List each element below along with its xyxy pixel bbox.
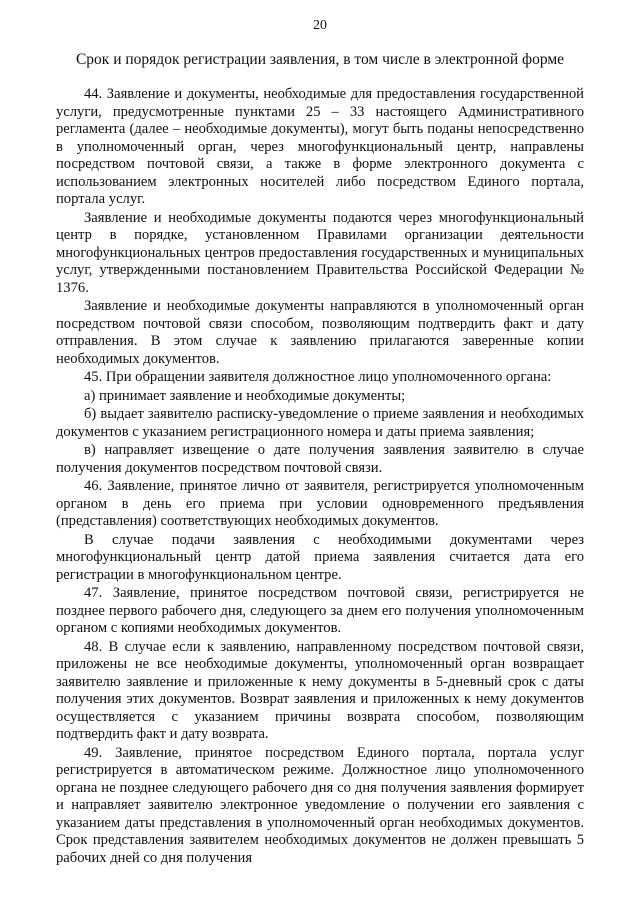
body-text bbox=[56, 86, 584, 868]
paragraph-45-a: а) принимает заявление и необходимые документы; bbox=[84, 387, 406, 404]
paragraph-mfc-submission: Заявление и необходимые документы подаются через многофункциональный центр в порядке, установленном Правилами организации деятельности многофункциональных центров предоставления государственных и муниципальных услуг, утвержденными постановлением Правительства Российской Федерации № 1376. bbox=[56, 209, 584, 296]
paragraph-45: 45. При обращении заявителя должностное лицо уполномоченного органа: bbox=[84, 369, 552, 385]
paragraph-postal-submission: Заявление и необходимые документы направляются в уполномоченный орган посредством почтовой связи способом, позволяющим подтвердить факт и дату отправления. В этом случае к заявлению прилагаются заверенные копии необходимых документов. bbox=[56, 298, 584, 367]
paragraph-45-v: в) направляет извещение о дате получения заявления заявителю в случае получения документов посредством почтовой связи. bbox=[56, 442, 584, 476]
paragraph-48: 48. В случае если к заявлению, направленному посредством почтовой связи, приложены не все необходимые документы, уполномоченный орган возвращает заявителю заявление и приложенные к нему документы в 5-дневный срок с даты получения этих документов. Возврат заявления и приложенных к нему документов осуществляется с указанием причины возврата способом, позволяющим подтвердить факт и дату возврата. bbox=[56, 638, 584, 742]
paragraph-44: 44. Заявление и документы, необходимые для предоставления государственной услуги, предусмотренные пунктами 25 – 33 настоящего Административного регламента (далее – необходимые документы), могут быть поданы непосредственно в уполномоченный орган, через многофункциональный центр, направлены посредством почтовой связи, а также в форме электронного документа с использованием электронных носителей либо посредством Единого портала, портала услуг. bbox=[56, 86, 584, 207]
paragraph-46: 46. Заявление, принятое лично от заявителя, регистрируется уполномоченным органом в день его приема при условии одновременного предъявления (представления) соответствующих необходимых документов. bbox=[56, 478, 584, 529]
section-title: Срок и порядок регистрации заявления, в том числе в электронной форме bbox=[75, 51, 565, 68]
page-number: 20 bbox=[313, 18, 327, 33]
paragraph-45-b: б) выдает заявителю расписку-уведомление о приеме заявления и необходимых документов с указанием регистрационного номера и даты приема заявления; bbox=[56, 406, 584, 440]
paragraph-49: 49. Заявление, принятое посредством Единого портала, портала услуг регистрируется в автоматическом режиме. Должностное лицо уполномоченного органа не позднее следующего рабочего дня со дня получения заявления формирует и направляет заявителю электронное уведомление о получении его заявления с указанием даты представления в уполномоченный орган необходимых документов. Срок представления заявителем необходимых документов не должен превышать 5 рабочих дней со дня получения bbox=[56, 744, 584, 866]
paragraph-47: 47. Заявление, принятое посредством почтовой связи, регистрируется не позднее первого рабочего дня, следующего за днем его получения уполномоченным органом с копиями необходимых документов. bbox=[56, 585, 584, 636]
paragraph-46-mfc: В случае подачи заявления с необходимыми документами через многофункциональный центр датой приема заявления считается дата его регистрации в многофункциональном центре. bbox=[56, 531, 584, 583]
